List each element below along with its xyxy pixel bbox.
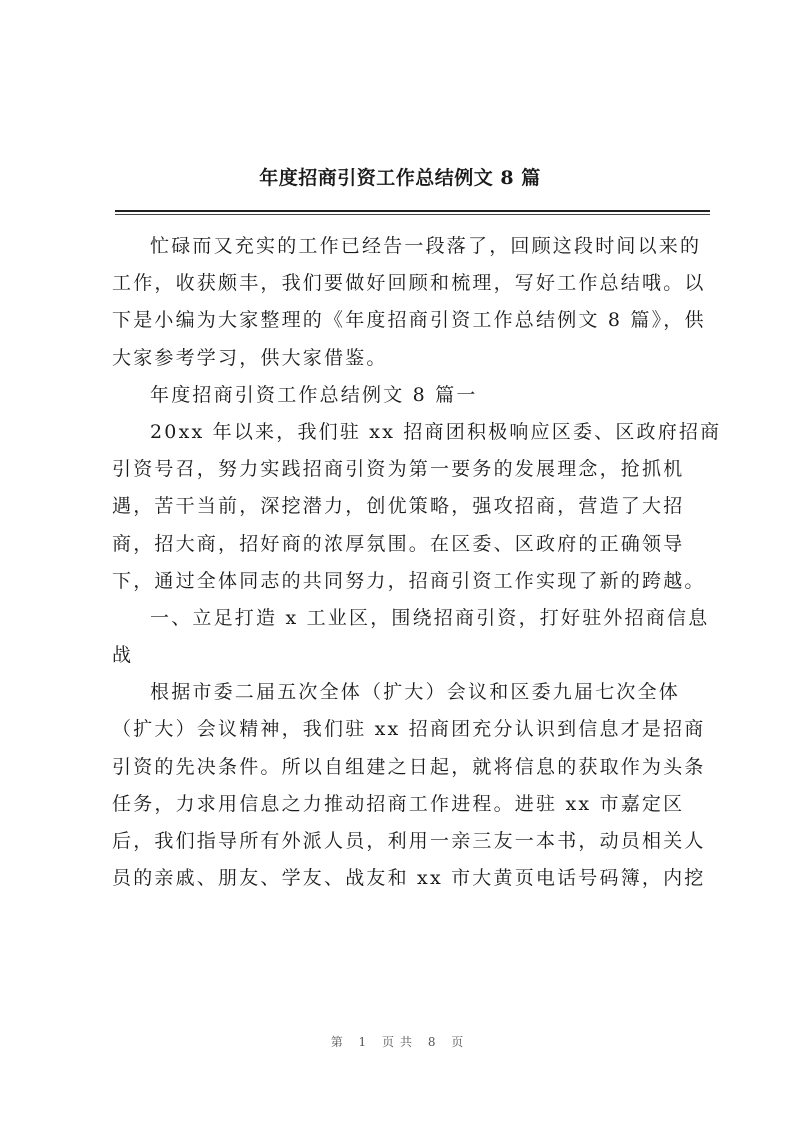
text-line: 忙碌而又充实的工作已经告一段落了，回顾这段时间以来的 bbox=[150, 235, 702, 257]
text-line: 任务，力求用信息之力推动招商工作进程。进驻 xx 市嘉定区 bbox=[112, 792, 685, 815]
document-body bbox=[112, 228, 722, 897]
text-line: 年度招商引资工作总结例文 8 篇一 bbox=[150, 383, 478, 406]
text-line: 工作，收获颇丰，我们要做好回顾和梳理，写好工作总结哦。以 bbox=[112, 272, 706, 295]
text-line: （扩大）会议精神，我们驻 xx 招商团充分认识到信息才是招商 bbox=[112, 718, 706, 741]
document-title: 年度招商引资工作总结例文 8 篇 bbox=[259, 167, 541, 189]
text-line: 引资的先决条件。所以自组建之日起，就将信息的获取作为头条 bbox=[112, 755, 706, 778]
title-rule-thin bbox=[115, 214, 710, 215]
text-line: 后，我们指导所有外派人员，利用一亲三友一本书，动员相关人 bbox=[112, 830, 706, 852]
text-line: 员的亲戚、朋友、学友、战友和 xx 市大黄页电话号码簿，内挖 bbox=[112, 867, 706, 890]
text-line: 遇，苦干当前，深挖潜力，创优策略，强攻招商，营造了大招 bbox=[112, 495, 685, 518]
title-rule bbox=[115, 210, 710, 212]
text-line: 20xx 年以来，我们驻 xx 招商团积极响应区委、区政府招商 bbox=[150, 420, 722, 443]
text-line: 一、立足打造 x 工业区，围绕招商引资，打好驻外招商信息 bbox=[150, 606, 710, 629]
text-line: 商，招大商，招好商的浓厚氛围。在区委、区政府的正确领导 bbox=[112, 532, 685, 555]
page-footer: 第 1 页共 8 页 bbox=[330, 1035, 470, 1049]
text-line: 根据市委二届五次全体（扩大）会议和区委九届七次全体 bbox=[150, 681, 681, 704]
text-line: 战 bbox=[112, 644, 134, 667]
text-line: 下是小编为大家整理的《年度招商引资工作总结例文 8 篇》，供 bbox=[112, 309, 706, 332]
text-line: 下，通过全体同志的共同努力，招商引资工作实现了新的跨越。 bbox=[112, 569, 706, 592]
text-line: 大家参考学习，供大家借鉴。 bbox=[112, 346, 388, 369]
text-line: 引资号召，努力实践招商引资为第一要务的发展理念，抢抓机 bbox=[112, 458, 685, 481]
